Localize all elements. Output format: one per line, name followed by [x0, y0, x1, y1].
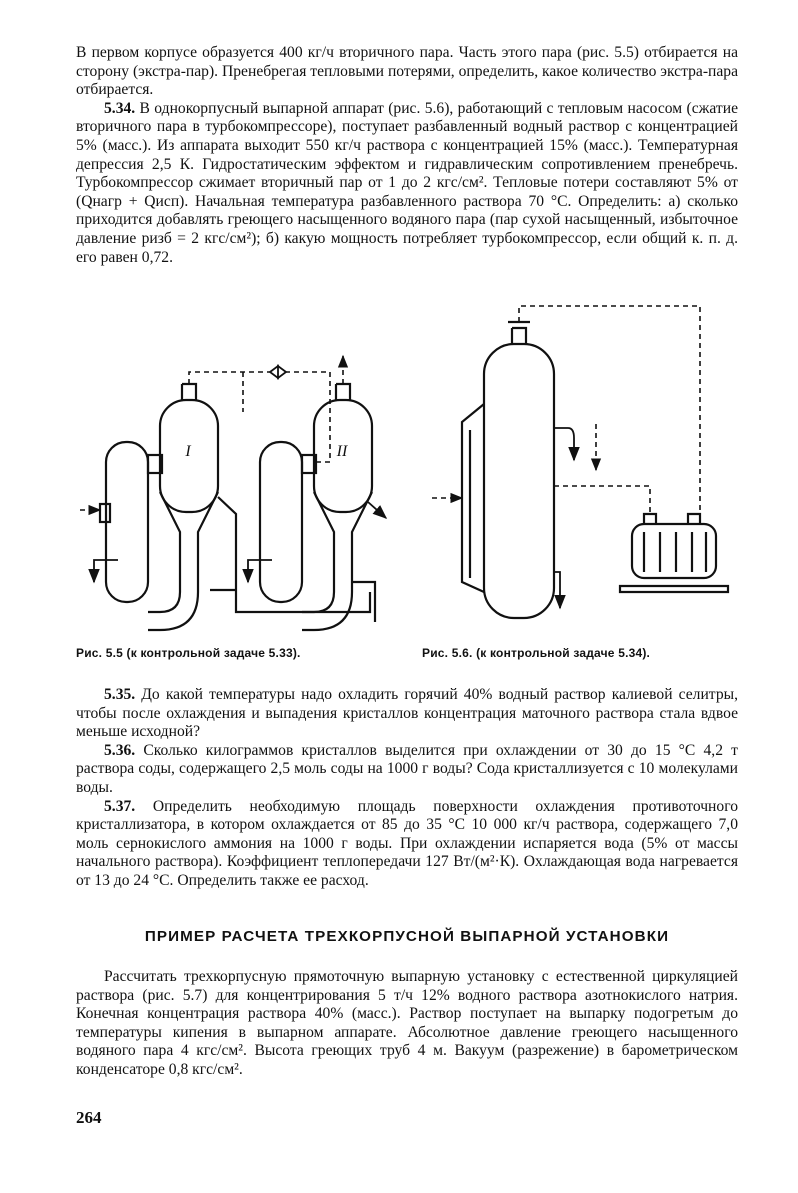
problem-text: Сколько килограммов кристаллов выделится при охлаждении от 30 до 15 °С 4,2 т раствора соды, содержащего 2,5 моль соды на 1000 г воды? Сода кристаллизуется с 10 молекулами воды. — [76, 741, 738, 796]
section-heading: ПРИМЕР РАСЧЕТА ТРЕХКОРПУСНОЙ ВЫПАРНОЙ УСТАНОВКИ — [144, 928, 670, 945]
problem-5-37 — [76, 798, 738, 891]
problem-number: 5.35. — [104, 686, 136, 703]
figure-5-5-caption: Рис. 5.5 (к контрольной задаче 5.33). — [76, 646, 301, 660]
paragraph-text: В однокорпусный выпарной аппарат (рис. 5.6), работающий с тепловым насосом (сжатие вторичного пара в турбокомпрессоре), поступает разбавленный водный раствор с концентрацией 5% (масс.). Из аппарата выходит 550 кг/ч раствора с концентрацией 15% (масс.). Температурная депрессия 2,5 К. Гидростатическим эффектом и гидравлическим сопротивлением пренебречь. Турбокомпрессор сжимает вторичный пар от 1 до 2 кгс/см². Тепловые потери составляют 5% от (Qнагр + Qисп). Начальная температура разбавленного раствора 70 °С. Определить: а) сколько приходится добавлять греющего насыщенного водяного пара (пар сухой насыщенный, избыточное давление pизб = 2 кгс/см²); б) какую мощность потребляет турбокомпрессор, если общий к. п. д. его равен 0,72. — [76, 99, 738, 266]
secondary-vapor-line — [189, 372, 330, 462]
figure-5-5-vapor-lines — [80, 356, 343, 510]
problem-number: 5.37. — [104, 797, 136, 815]
turbocompressor-detail — [644, 532, 706, 572]
figure-5-6-flow-arrows — [554, 428, 574, 608]
page-number: 264 — [76, 1108, 102, 1127]
problem-5-36 — [76, 742, 738, 798]
problem-number: 5.36. — [104, 741, 136, 759]
figures-area — [60, 292, 750, 652]
top-text — [76, 44, 738, 267]
heater-2-body — [260, 442, 302, 602]
outlet-arrow — [554, 428, 574, 460]
separator-2-cone — [314, 492, 372, 592]
figure-5-6-diagram — [462, 322, 728, 618]
secondary-vapor-line — [519, 306, 700, 514]
evaporator-top-nozzle — [512, 328, 526, 344]
figure-5-6-caption: Рис. 5.6. (к контрольной задаче 5.34). — [422, 646, 651, 660]
problem-text: До какой температуры надо охладить горячий 40% водный раствор калиевой селитры, чтобы после охлаждения и выпадения кристаллов концентрация маточного раствора стала вдвое меньше исходной? — [76, 686, 738, 741]
valve-icon — [270, 366, 286, 378]
heating-steam-line — [554, 486, 650, 514]
outlet-pipe — [352, 582, 375, 622]
turbocompressor-base — [620, 586, 728, 592]
outlet-arrow — [368, 502, 386, 518]
problem-number: 5.34. — [104, 99, 136, 117]
figure-diagrams — [60, 292, 750, 644]
example-text-block — [76, 968, 738, 1080]
turbocompressor-nozzles — [644, 514, 700, 524]
external-circulation-tube — [462, 404, 484, 592]
figure-5-5-label-2: II — [336, 443, 348, 460]
problem-text: Определить необходимую площадь поверхности охлаждения противоточного кристаллизатора, в котором охлаждается от 85 до 35 °С 10 000 кг/ч раствора, содержащего 7,0 моль сернокислого аммония на 1000 г воды. При охлаждении испаряется вода (5% от массы начального раствора). Коэффициент теплопередачи 127 Вт/(м²·К). Охлаждающая вода нагревается от 13 до 24 °С. Определить также ее расход. — [76, 797, 739, 889]
paragraph-5-34 — [76, 100, 738, 267]
heater-1-body — [106, 442, 148, 602]
separator-2-top-nozzle — [336, 384, 350, 400]
separator-1-top-nozzle — [182, 384, 196, 400]
figure-5-5-label-1: I — [185, 443, 191, 460]
example-paragraph: Рассчитать трехкорпусную прямоточную выпарную установку с естественной циркуляцией раствора (рис. 5.7) для концентрирования 5 т/ч 12% водного раствора азотнокислого натрия. Конечная концентрация раствора 40% (масс.). Раствор поступает на выпарку подогретым до температуры кипения в выпарном аппарате. Абсолютное давление греющего насыщенного водяного пара 4 кгс/см². Высота греющих труб 4 м. Вакуум (разрежение) в барометрическом конденсаторе 0,8 кгс/см². — [76, 968, 738, 1078]
problems-text — [76, 686, 738, 891]
transfer-pipe — [218, 497, 370, 612]
figure-5-5-flow-arrows — [94, 366, 386, 582]
separator-1-cone — [160, 492, 218, 592]
paragraph-5-33-end: В первом корпусе образуется 400 кг/ч вторичного пара. Часть этого пара (рис. 5.5) отбирается на сторону (экстра-пар). Пренебрегая тепловыми потерями, определить, какое количество экстра-пара отбирается. — [76, 44, 738, 99]
evaporator-body — [484, 344, 554, 618]
figure-5-6-vapor-lines — [432, 306, 700, 514]
problem-5-35 — [76, 686, 738, 742]
figure-5-5-diagram — [100, 384, 375, 630]
circulation-pipe-1 — [148, 592, 198, 630]
